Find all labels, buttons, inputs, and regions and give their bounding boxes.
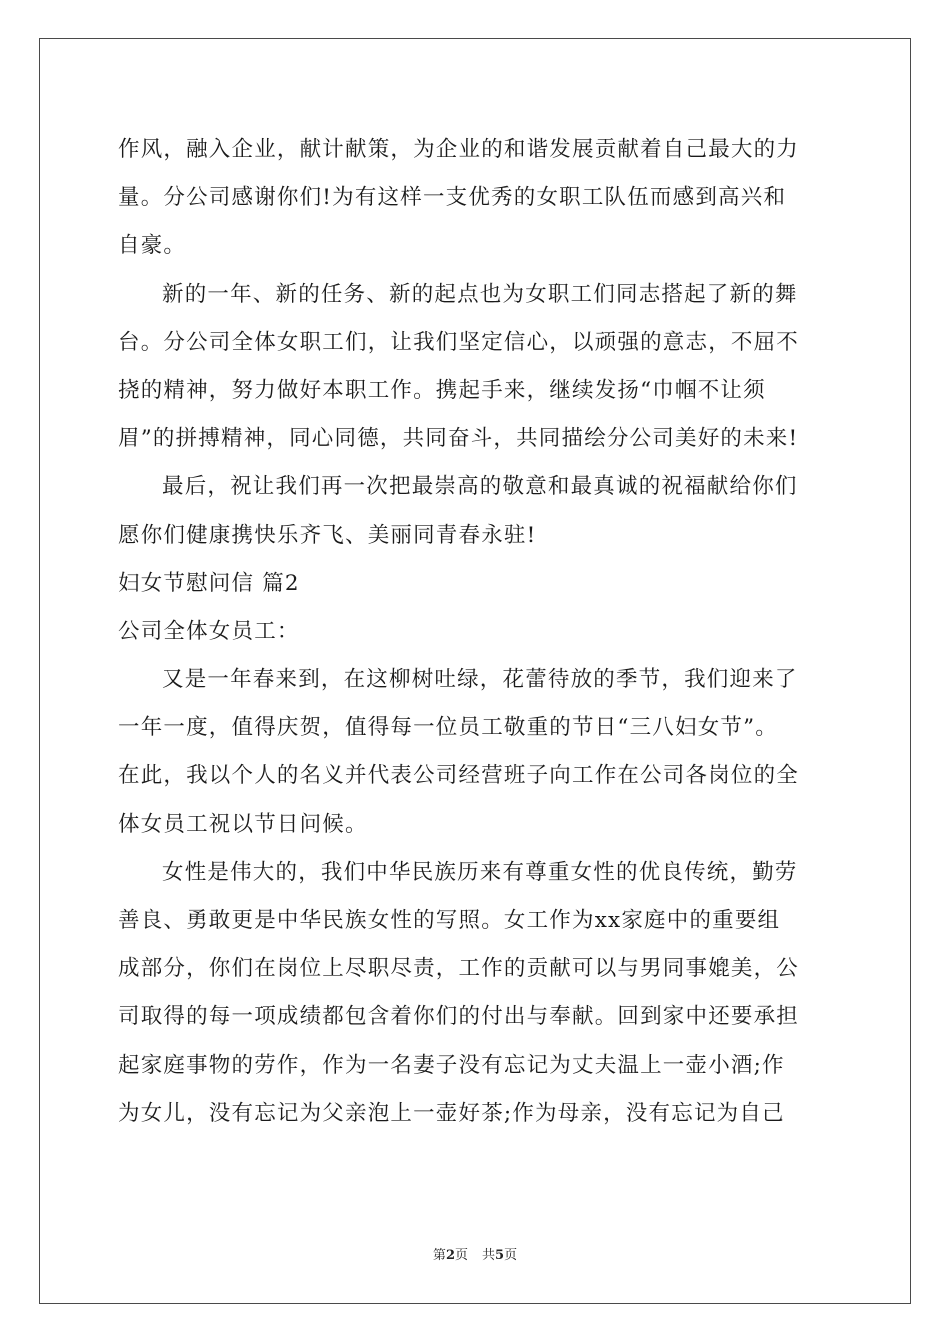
text-line: 最后，祝让我们再一次把最崇高的敬意和最真诚的祝福献给你们 bbox=[162, 474, 798, 500]
text-line: 愿你们健康携快乐齐飞、美丽同青春永驻! bbox=[118, 522, 537, 548]
text-line: 公司全体女员工： bbox=[118, 618, 300, 644]
text-line: 司取得的每一项成绩都包含着你们的付出与奉献。回到家中还要承担 bbox=[118, 1004, 800, 1030]
text-line: 自豪。 bbox=[118, 233, 187, 259]
text-line: 台。分公司全体女职工们，让我们坚定信心，以顽强的意志，不屈不 bbox=[118, 329, 800, 355]
text-line: 又是一年春来到，在这柳树吐绿，花蕾待放的季节，我们迎来了 bbox=[162, 667, 798, 693]
text-line: 一年一度，值得庆贺，值得每一位员工敬重的节日“三八妇女节”。 bbox=[118, 715, 778, 741]
text-line: 为女儿，没有忘记为父亲泡上一壶好茶;作为母亲，没有忘记为自己 bbox=[118, 1100, 785, 1126]
page-number-suffix: 页 bbox=[454, 1248, 468, 1263]
total-page-count: 5 bbox=[495, 1248, 505, 1263]
text-line: 成部分，你们在岗位上尽职尽责，工作的贡献可以与男同事媲美，公 bbox=[118, 956, 800, 982]
total-pages-prefix: 共 bbox=[482, 1248, 496, 1263]
current-page-number: 2 bbox=[445, 1248, 455, 1263]
text-line: 作风，融入企业，献计献策，为企业的和谐发展贡献着自己最大的力 bbox=[118, 137, 800, 162]
text-line: 在此，我以个人的名义并代表公司经营班子向工作在公司各岗位的全 bbox=[118, 763, 800, 789]
text-line: 挠的精神，努力做好本职工作。携起手来，继续发扬“巾帼不让须 bbox=[118, 377, 766, 403]
page-footer bbox=[0, 1248, 950, 1264]
text-line: 妇女节慰问信 篇2 bbox=[118, 570, 300, 596]
text-line: 起家庭事物的劳作，作为一名妻子没有忘记为丈夫温上一壶小酒;作 bbox=[118, 1052, 785, 1078]
page-number-prefix: 第 bbox=[432, 1248, 446, 1263]
document-body bbox=[118, 126, 848, 1138]
text-line: 新的一年、新的任务、新的起点也为女职工们同志搭起了新的舞 bbox=[162, 281, 798, 307]
text-line: 善良、勇敢更是中华民族女性的写照。女工作为xx家庭中的重要组 bbox=[118, 908, 781, 933]
text-line: 量。分公司感谢你们!为有这样一支优秀的女职工队伍而感到高兴和 bbox=[118, 185, 787, 211]
total-pages-suffix: 页 bbox=[504, 1248, 518, 1263]
text-line: 女性是伟大的，我们中华民族历来有尊重女性的优良传统，勤劳 bbox=[162, 859, 798, 885]
text-line: 眉”的拼搏精神，同心同德，共同奋斗，共同描绘分公司美好的未来! bbox=[118, 426, 799, 452]
text-line: 体女员工祝以节日问候。 bbox=[118, 811, 368, 837]
